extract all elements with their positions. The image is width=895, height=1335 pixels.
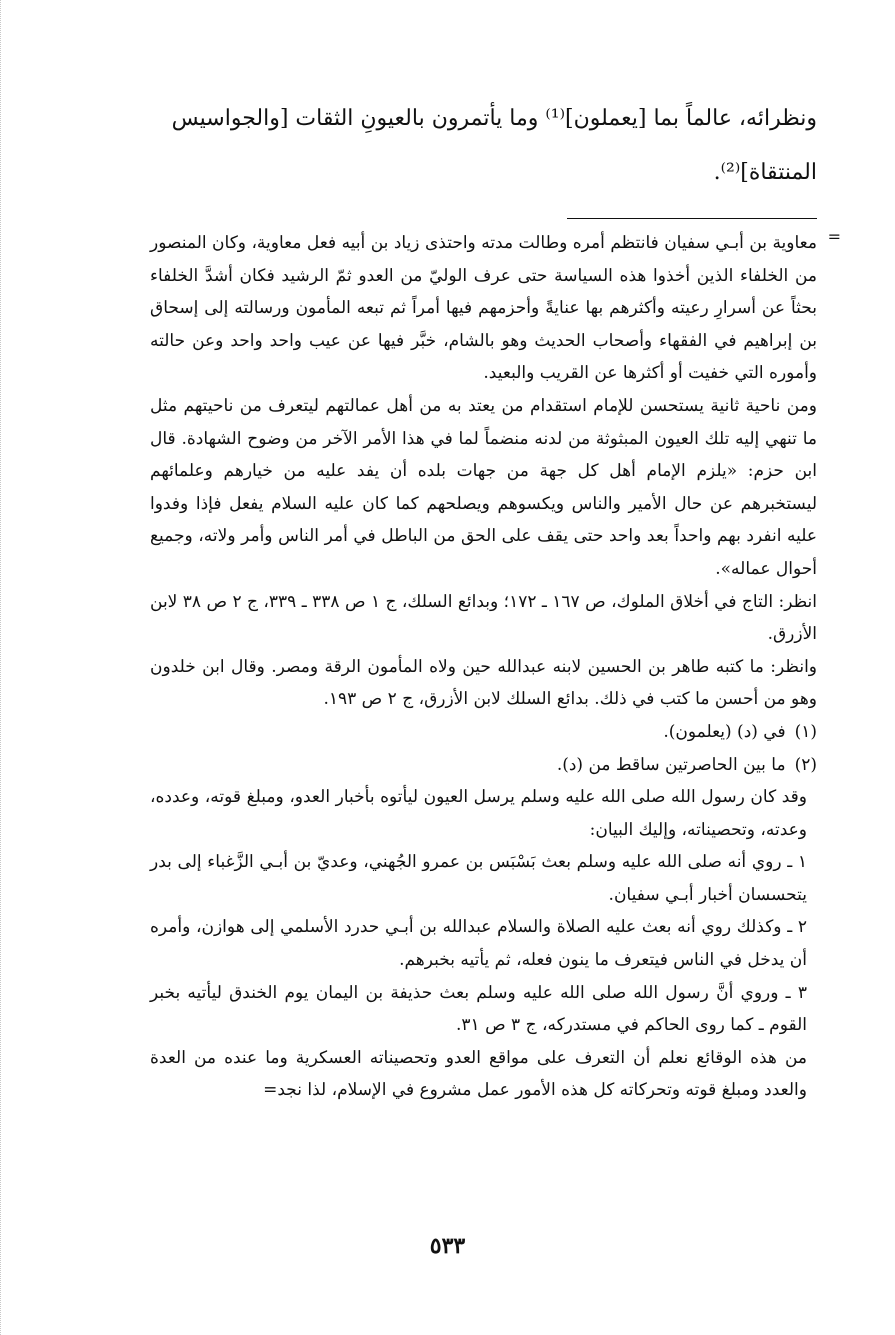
footnote-text: في (د) (يعلمون). [663,721,786,742]
footnote-1 [150,716,817,749]
footnote-reference: انظر: التاج في أخلاق الملوك، ص ١٦٧ ـ ١٧٢؛ وبدائع السلك، ج ١ ص ٣٣٨ ـ ٣٣٩، ج ٢ ص ٣٨ لابن الأزرق. [150,591,817,645]
footnote-number: (٢) [794,754,817,775]
main-text [150,92,817,200]
footnote-text: ما بين الحاصرتين ساقط من (د). [556,754,786,775]
footnote-2-item: ١ ـ روي أنه صلى الله عليه وسلم بعث بَسْبَس بن عمرو الجُهني، وعديّ بن أبـي الزَّغباء إلى بدر يتحسسان أخبار أبـي سفيان. [150,852,807,905]
main-line-1: ونظرائه، عالماً بما [يعملون]⁽¹⁾ وما يأتمرون بالعيونِ الثقات [والجواسيس [171,106,817,131]
footnote-paragraph: ومن ناحية ثانية يستحسن للإمام استقدام من يعتد به من أهل عمالتهم ليتعرف من ناحيتهم مثل ما تنهي إليه تلك العيون المبثوثة من لدنه منضماً لما في هذا الأمر الآخر من وضوح الشهادة. قال ابن حزم: «يلزم الإمام أهل كل جهة من جهات بلده أن يفد عليه من خيارهم وعلمائهم ليستخبرهم عن حال الأمير والناس ويكسوهم ويصلحهم كما كان عليه السلام يفعل فإذا وفدوا عليه انفرد بهم واحداً بعد واحد حتى يقف على الحق من الباطل في أمر الناس وأمر ولاته، وجميع أحوال عماله». [150,395,817,579]
footnote-2-paragraph: من هذه الوقائع نعلم أن التعرف على مواقع العدو وتحصيناته العسكرية وما عنده من العدة والعدد ومبلغ قوته وتحركاته كل هذه الأمور عمل مشروع في الإسلام، لذا نجد= [150,1047,807,1101]
footnote-separator [567,218,817,219]
footnote-2-paragraph: وقد كان رسول الله صلى الله عليه وسلم يرسل العيون ليأتوه بأخبار العدو، ومبلغ قوته، وعدده، وعدته، وتحصيناته، وإليك البيان: [150,787,807,840]
footnote-reference: وانظر: ما كتبه طاهر بن الحسين لابنه عبدالله حين ولاه المأمون الرقة ومصر. وقال ابن خلدون وهو من أحسن ما كتب في ذلك. بدائع السلك لابن الأزرق، ج ٢ ص ١٩٣. [150,656,817,710]
main-line-2: المنتقاة]⁽²⁾. [713,160,817,185]
footnote-2-item: ٢ ـ وكذلك روي أنه بعث عليه الصلاة والسلام عبدالله بن أبـي حدرد الأسلمي إلى هوازن، وأمره أن يدخل في الناس فيتعرف ما ينون فعله، ثم يأتيه بخبرهم. [150,917,807,971]
continuation-marker: = [827,227,841,246]
page-edge [0,0,11,1335]
footnotes [150,227,841,1107]
footnote-2 [150,749,817,782]
footnote-continued-paragraph: معاوية بن أبـي سفيان فانتظم أمره وطالت مدته واحتذى زياد بن أبيه فعل معاوية، وكان المنصور من الخلفاء الذين أخذوا هذه السياسة حتى عرف الوليّ من العدو ثمّ الرشيد فكان أشدَّ الخلفاء بحثاً عن أسرارِ رعيته وأكثرهم بها عنايةً وأحزمهم فيها أمراً ثم تبعه المأمون ورسالته إلى إسحاق بن إبراهيم في الفقهاء وأصحاب الحديث وهو بالشام، خبَّر فيها عن عيب واحد واحد وعن حالته وأموره التي خفيت أو أكثرها عن القريب والبعيد. [150,233,817,384]
page-body [150,92,841,1107]
page-number: ٥٣٣ [429,1233,466,1259]
footnote-2-item: ٣ ـ وروي أنَّ رسول الله صلى الله عليه وسلم بعث حذيفة بن اليمان يوم الخندق ليأتيه بخبر القوم ـ كما روى الحاكم في مستدركه، ج ٣ ص ٣١. [150,982,807,1036]
footnote-number: (١) [794,721,817,742]
